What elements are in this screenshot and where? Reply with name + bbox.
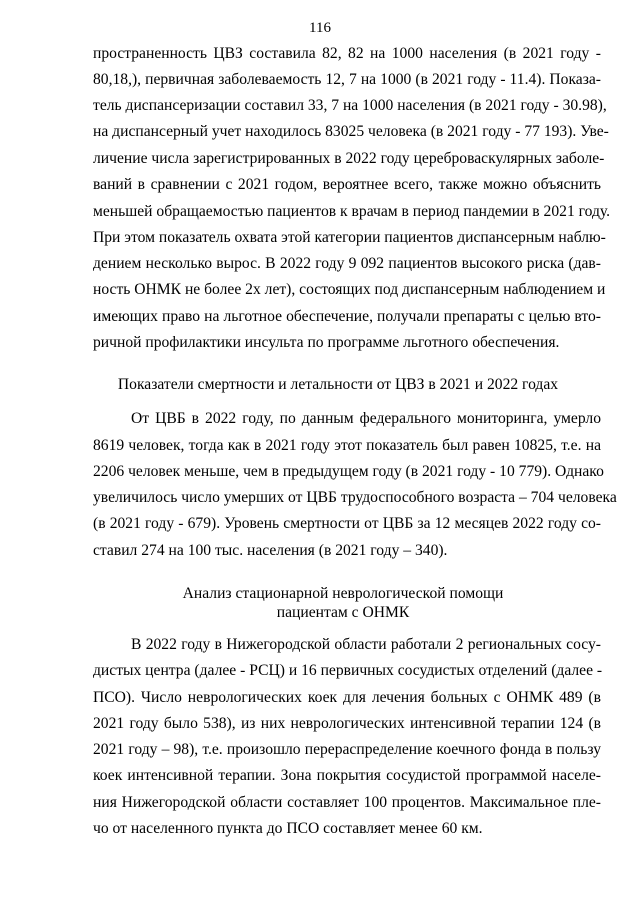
heading-line: пациентам с ОНМК: [276, 604, 410, 621]
text-line: 2021 году – 98), т.е. произошло перераспределение коечного фонда в пользу: [93, 741, 601, 758]
text-line: пространенность ЦВЗ составила 82, 82 на 1000 населения (в 2021 году -: [93, 45, 601, 62]
text-line: увеличилось число умерших от ЦВБ трудоспособного возраста – 704 человека: [93, 489, 617, 506]
text-line: ваний в сравнении с 2021 годом, вероятнее всего, также можно объяснить: [93, 176, 601, 193]
text-line: ставил 274 на 100 тыс. населения (в 2021 году – 340).: [93, 542, 448, 559]
text-line: ричной профилактики инсульта по программе льготного обеспечения.: [93, 334, 560, 351]
text-line: чо от населенного пункта до ПСО составляет менее 60 км.: [93, 820, 483, 837]
text-line: личение числа зарегистрированных в 2022 году цереброваскулярных заболе-: [93, 150, 605, 167]
text-line: 80,18,), первичная заболеваемость 12, 7 на 1000 (в 2021 году - 11.4). Показа-: [93, 71, 601, 88]
heading-line: Анализ стационарной неврологической помощи: [182, 585, 504, 602]
text-line: ПСО). Число неврологических коек для лечения больных с ОНМК 489 (в: [93, 689, 601, 706]
text-line: тель диспансеризации составил 33, 7 на 1000 населения (в 2021 году - 30.98),: [93, 97, 607, 114]
text-line: 2206 человек меньше, чем в предыдущем году (в 2021 году - 10 779). Однако: [93, 463, 604, 480]
text-line: имеющих право на льготное обеспечение, получали препараты с целью вто-: [93, 308, 601, 325]
text-line: При этом показатель охвата этой категории пациентов диспансерным наблю-: [93, 229, 606, 246]
text-line: дением несколько вырос. В 2022 году 9 092 пациентов высокого риска (дав-: [93, 255, 601, 272]
text-line: ния Нижегородской области составляет 100 процентов. Максимальное пле-: [93, 794, 601, 811]
text-line: коек интенсивной терапии. Зона покрытия сосудистой программой населе-: [93, 767, 601, 784]
text-line: дистых центра (далее - РСЦ) и 16 первичных сосудистых отделений (далее -: [93, 662, 603, 679]
text-line: меньшей обращаемостью пациентов к врачам в период пандемии в 2021 году.: [93, 203, 611, 220]
text-line: (в 2021 году - 679). Уровень смертности от ЦВБ за 12 месяцев 2022 году со-: [93, 515, 601, 532]
text-line: В 2022 году в Нижегородской области работали 2 региональных сосу-: [131, 636, 601, 653]
section-heading-mortality: Показатели смертности и летальности от ЦВЗ в 2021 и 2022 годах: [117, 376, 559, 393]
page-number: 116: [309, 20, 331, 36]
text-line: 2021 году было 538), из них неврологических интенсивной терапии 124 (в: [93, 715, 601, 732]
text-line: От ЦВБ в 2022 году, по данным федерального мониторинга, умерло: [131, 410, 601, 427]
text-line: ность ОНМК не более 2х лет), состоящих под диспансерным наблюдением и: [93, 281, 606, 298]
text-line: 8619 человек, тогда как в 2021 году этот показатель был равен 10825, т.е. на: [93, 437, 601, 454]
text-line: на диспансерный учет находилось 83025 человека (в 2021 году - 77 193). Уве-: [93, 123, 609, 140]
